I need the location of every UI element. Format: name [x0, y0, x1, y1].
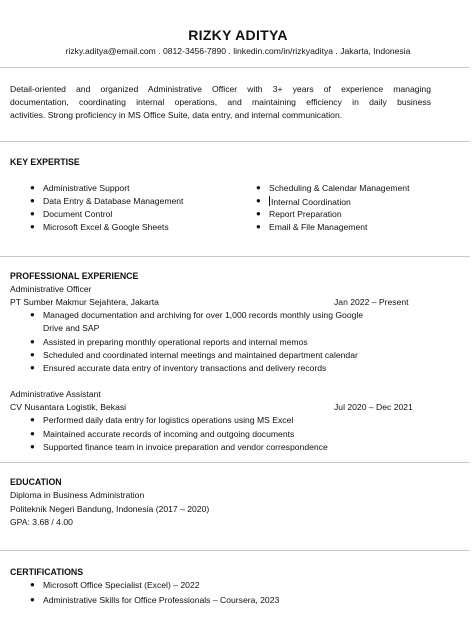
divider — [0, 462, 470, 463]
bullet-icon: ● — [30, 415, 35, 424]
expertise-item: ● Administrative Support — [30, 183, 130, 193]
job-company: CV Nusantara Logistik, Bekasi — [10, 402, 127, 412]
divider — [0, 141, 470, 142]
job-company: PT Sumber Makmur Sejahtera, Jakarta — [10, 297, 159, 307]
expertise-item: ● Document Control — [30, 209, 113, 219]
education-degree: Diploma in Business Administration — [10, 490, 145, 500]
job-title: Administrative Assistant — [10, 389, 101, 399]
bullet-icon: ● — [30, 183, 35, 192]
candidate-name: RIZKY ADITYA — [188, 27, 288, 43]
section-heading-certifications: CERTIFICATIONS — [10, 567, 84, 577]
bullet-icon: ● — [30, 209, 35, 218]
divider — [0, 550, 470, 551]
bullet-icon: ● — [256, 183, 261, 192]
certification-item: ● Administrative Skills for Office Professionals – Coursera, 2023 — [30, 595, 280, 605]
expertise-item: ● Data Entry & Database Management — [30, 196, 184, 206]
expertise-item: ● Microsoft Excel & Google Sheets — [30, 222, 169, 232]
summary-line: documentation, coordinating internal operations, and maintaining efficiency in daily business — [10, 97, 431, 107]
bullet-icon: ● — [30, 429, 35, 438]
job-bullet: ● Scheduled and coordinated internal meetings and maintained department calendar — [30, 350, 358, 360]
section-heading-expertise: KEY EXPERTISE — [10, 157, 80, 167]
bullet-icon: ● — [30, 310, 35, 319]
education-gpa: GPA: 3.68 / 4.00 — [10, 517, 73, 527]
section-heading-education: EDUCATION — [10, 477, 62, 487]
bullet-icon: ● — [30, 363, 35, 372]
bullet-icon: ● — [30, 222, 35, 231]
certification-item: ● Microsoft Office Specialist (Excel) – 2022 — [30, 580, 200, 590]
expertise-item: ● Email & File Management — [256, 222, 368, 232]
expertise-item: ● Internal Coordination — [256, 196, 351, 207]
bullet-icon: ● — [30, 350, 35, 359]
summary-line: activities. Strong proficiency in MS Office Suite, data entry, and internal communication. — [10, 110, 343, 120]
divider — [0, 256, 470, 257]
job-dates: Jul 2020 – Dec 2021 — [334, 402, 413, 412]
bullet-icon: ● — [256, 209, 261, 218]
job-bullet: ● Maintained accurate records of incoming and outgoing documents — [30, 429, 295, 439]
expertise-item: ● Scheduling & Calendar Management — [256, 183, 410, 193]
bullet-icon: ● — [30, 442, 35, 451]
job-dates: Jan 2022 – Present — [334, 297, 409, 307]
section-heading-experience: PROFESSIONAL EXPERIENCE — [10, 271, 139, 281]
education-school: Politeknik Negeri Bandung, Indonesia (2017 – 2020) — [10, 504, 210, 514]
bullet-icon: ● — [30, 580, 35, 589]
job-bullet: ● Performed daily data entry for logistics operations using MS Excel — [30, 415, 294, 425]
divider — [0, 67, 470, 68]
profile-summary — [10, 83, 431, 122]
job-bullet: ● Assisted in preparing monthly operational reports and internal memos — [30, 337, 308, 347]
expertise-item: ● Report Preparation — [256, 209, 342, 219]
job-bullet: ● Ensured accurate data entry of inventory transactions and delivery records — [30, 363, 327, 373]
bullet-icon: ● — [256, 222, 261, 231]
job-bullet: ● Managed documentation and archiving for over 1,000 records monthly using Google — [30, 310, 364, 320]
bullet-icon: ● — [30, 196, 35, 205]
text-cursor — [269, 196, 270, 206]
summary-line: Detail-oriented and organized Administrative Officer with 3+ years of experience managing — [10, 84, 431, 94]
bullet-icon: ● — [30, 595, 35, 604]
job-title: Administrative Officer — [10, 284, 92, 294]
contact-line: rizky.aditya@email.com . 0812-3456-7890 . linkedin.com/in/rizkyaditya . Jakarta, Indonesia — [65, 46, 411, 56]
job-bullet: ● Supported finance team in invoice preparation and vendor correspondence — [30, 442, 328, 452]
bullet-icon: ● — [256, 196, 261, 205]
bullet-icon: ● — [30, 337, 35, 346]
job-bullet-continuation: Drive and SAP — [43, 323, 100, 333]
